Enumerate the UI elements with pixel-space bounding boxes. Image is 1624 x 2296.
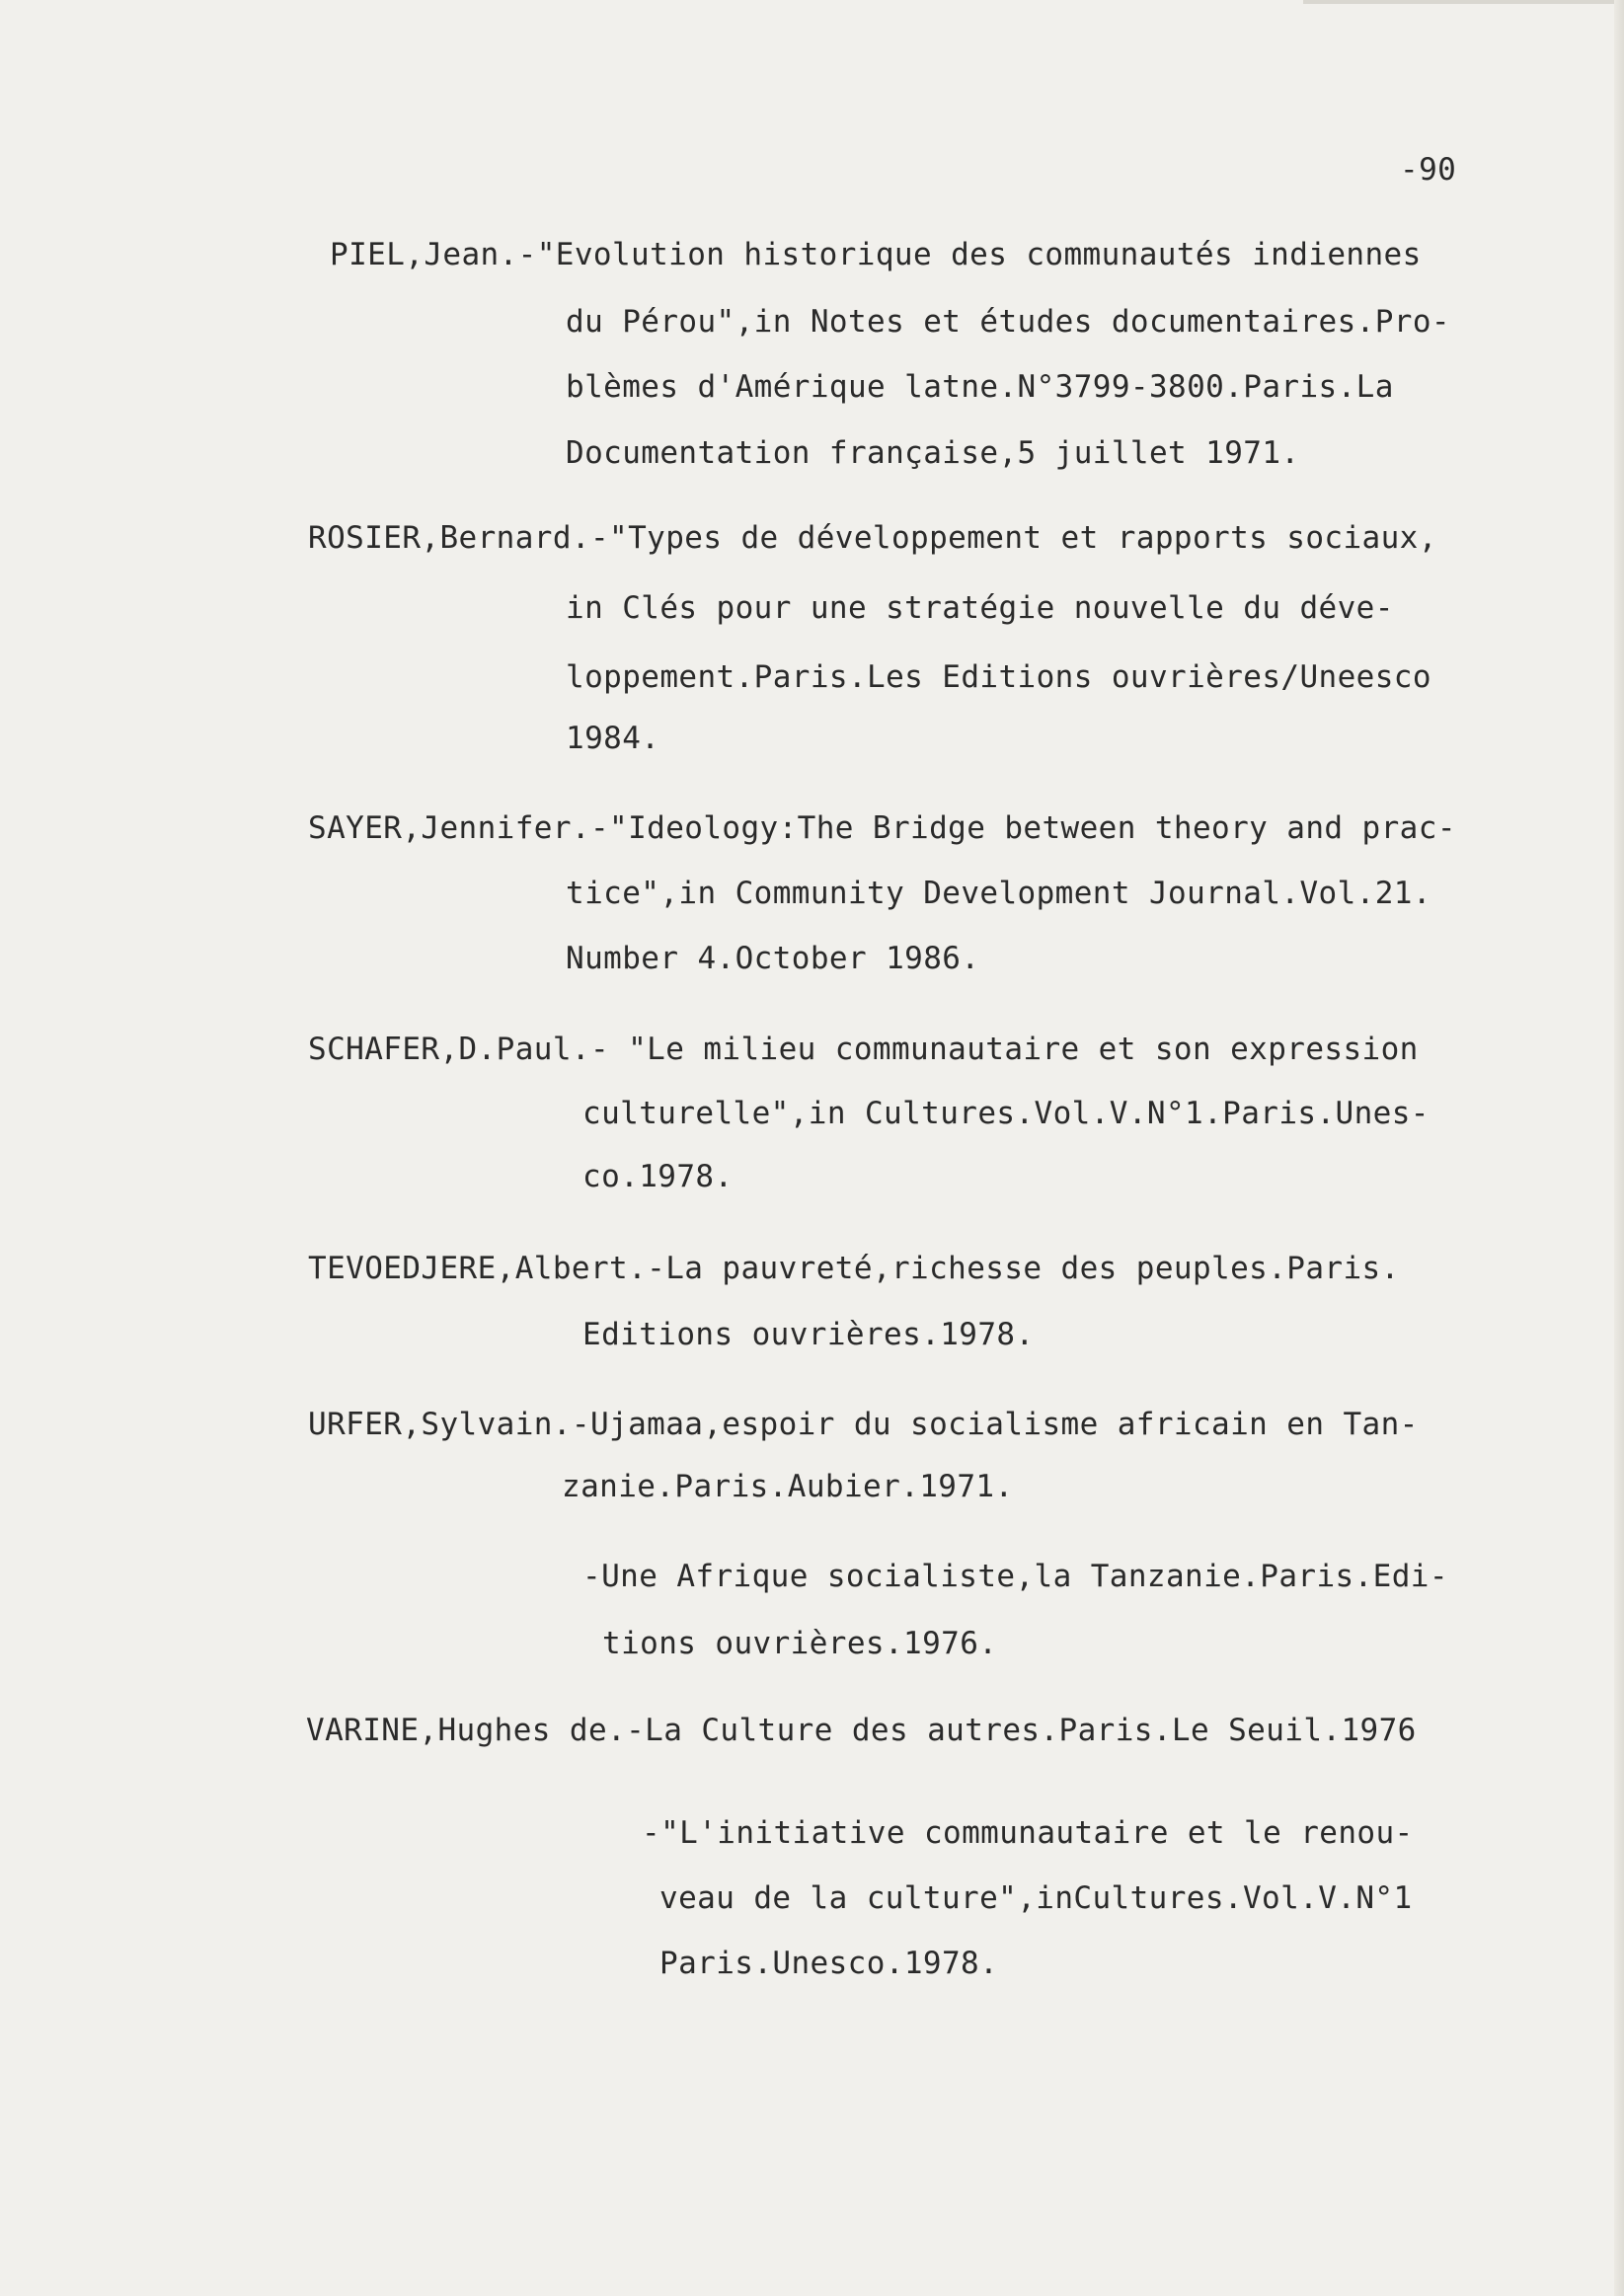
bibliography-line: loppement.Paris.Les Editions ouvrières/Uneesco (566, 659, 1431, 695)
bibliography-line: -"L'initiative communautaire et le renou- (642, 1815, 1414, 1851)
bibliography-line: URFER,Sylvain.-Ujamaa,espoir du socialisme africain en Tan- (308, 1407, 1419, 1442)
bibliography-line: SCHAFER,D.Paul.- "Le milieu communautaire et son expression (308, 1032, 1419, 1067)
bibliography-line: tice",in Community Development Journal.Vol.21. (566, 876, 1431, 911)
bibliography-line: Editions ouvrières.1978. (582, 1317, 1035, 1352)
bibliography-line: co.1978. (582, 1159, 734, 1194)
bibliography-line: PIEL,Jean.-"Evolution historique des communautés indiennes (330, 237, 1422, 272)
bibliography-line: zanie.Paris.Aubier.1971. (562, 1469, 1014, 1504)
bibliography-line: SAYER,Jennifer.-"Ideology:The Bridge between theory and prac- (308, 810, 1456, 846)
bibliography-line: VARINE,Hughes de.-La Culture des autres.Paris.Le Seuil.1976 (306, 1713, 1417, 1748)
bibliography-line: culturelle",in Cultures.Vol.V.N°1.Paris.Unes- (582, 1096, 1430, 1131)
bibliography-line: -Une Afrique socialiste,la Tanzanie.Paris.Edi- (582, 1559, 1448, 1594)
page-number: -90 (1400, 152, 1457, 188)
bibliography-line: Documentation française,5 juillet 1971. (566, 435, 1300, 471)
bibliography-line: 1984. (566, 721, 660, 756)
bibliography-line: TEVOEDJERE,Albert.-La pauvreté,richesse des peuples.Paris. (308, 1251, 1400, 1286)
page-edge-shadow (1303, 0, 1624, 4)
bibliography-line: Number 4.October 1986. (566, 941, 980, 976)
bibliography-line: Paris.Unesco.1978. (659, 1946, 999, 1981)
bibliography-line: in Clés pour une stratégie nouvelle du déve- (566, 590, 1394, 626)
bibliography-line: blèmes d'Amérique latne.N°3799-3800.Paris.La (566, 369, 1394, 405)
bibliography-line: tions ouvrières.1976. (602, 1626, 998, 1661)
bibliography-line: du Pérou",in Notes et études documentaires.Pro- (566, 304, 1450, 340)
bibliography-line: ROSIER,Bernard.-"Types de développement et rapports sociaux, (308, 520, 1437, 556)
page-right-edge (1614, 0, 1624, 2296)
bibliography-line: veau de la culture",inCultures.Vol.V.N°1 (659, 1880, 1413, 1916)
